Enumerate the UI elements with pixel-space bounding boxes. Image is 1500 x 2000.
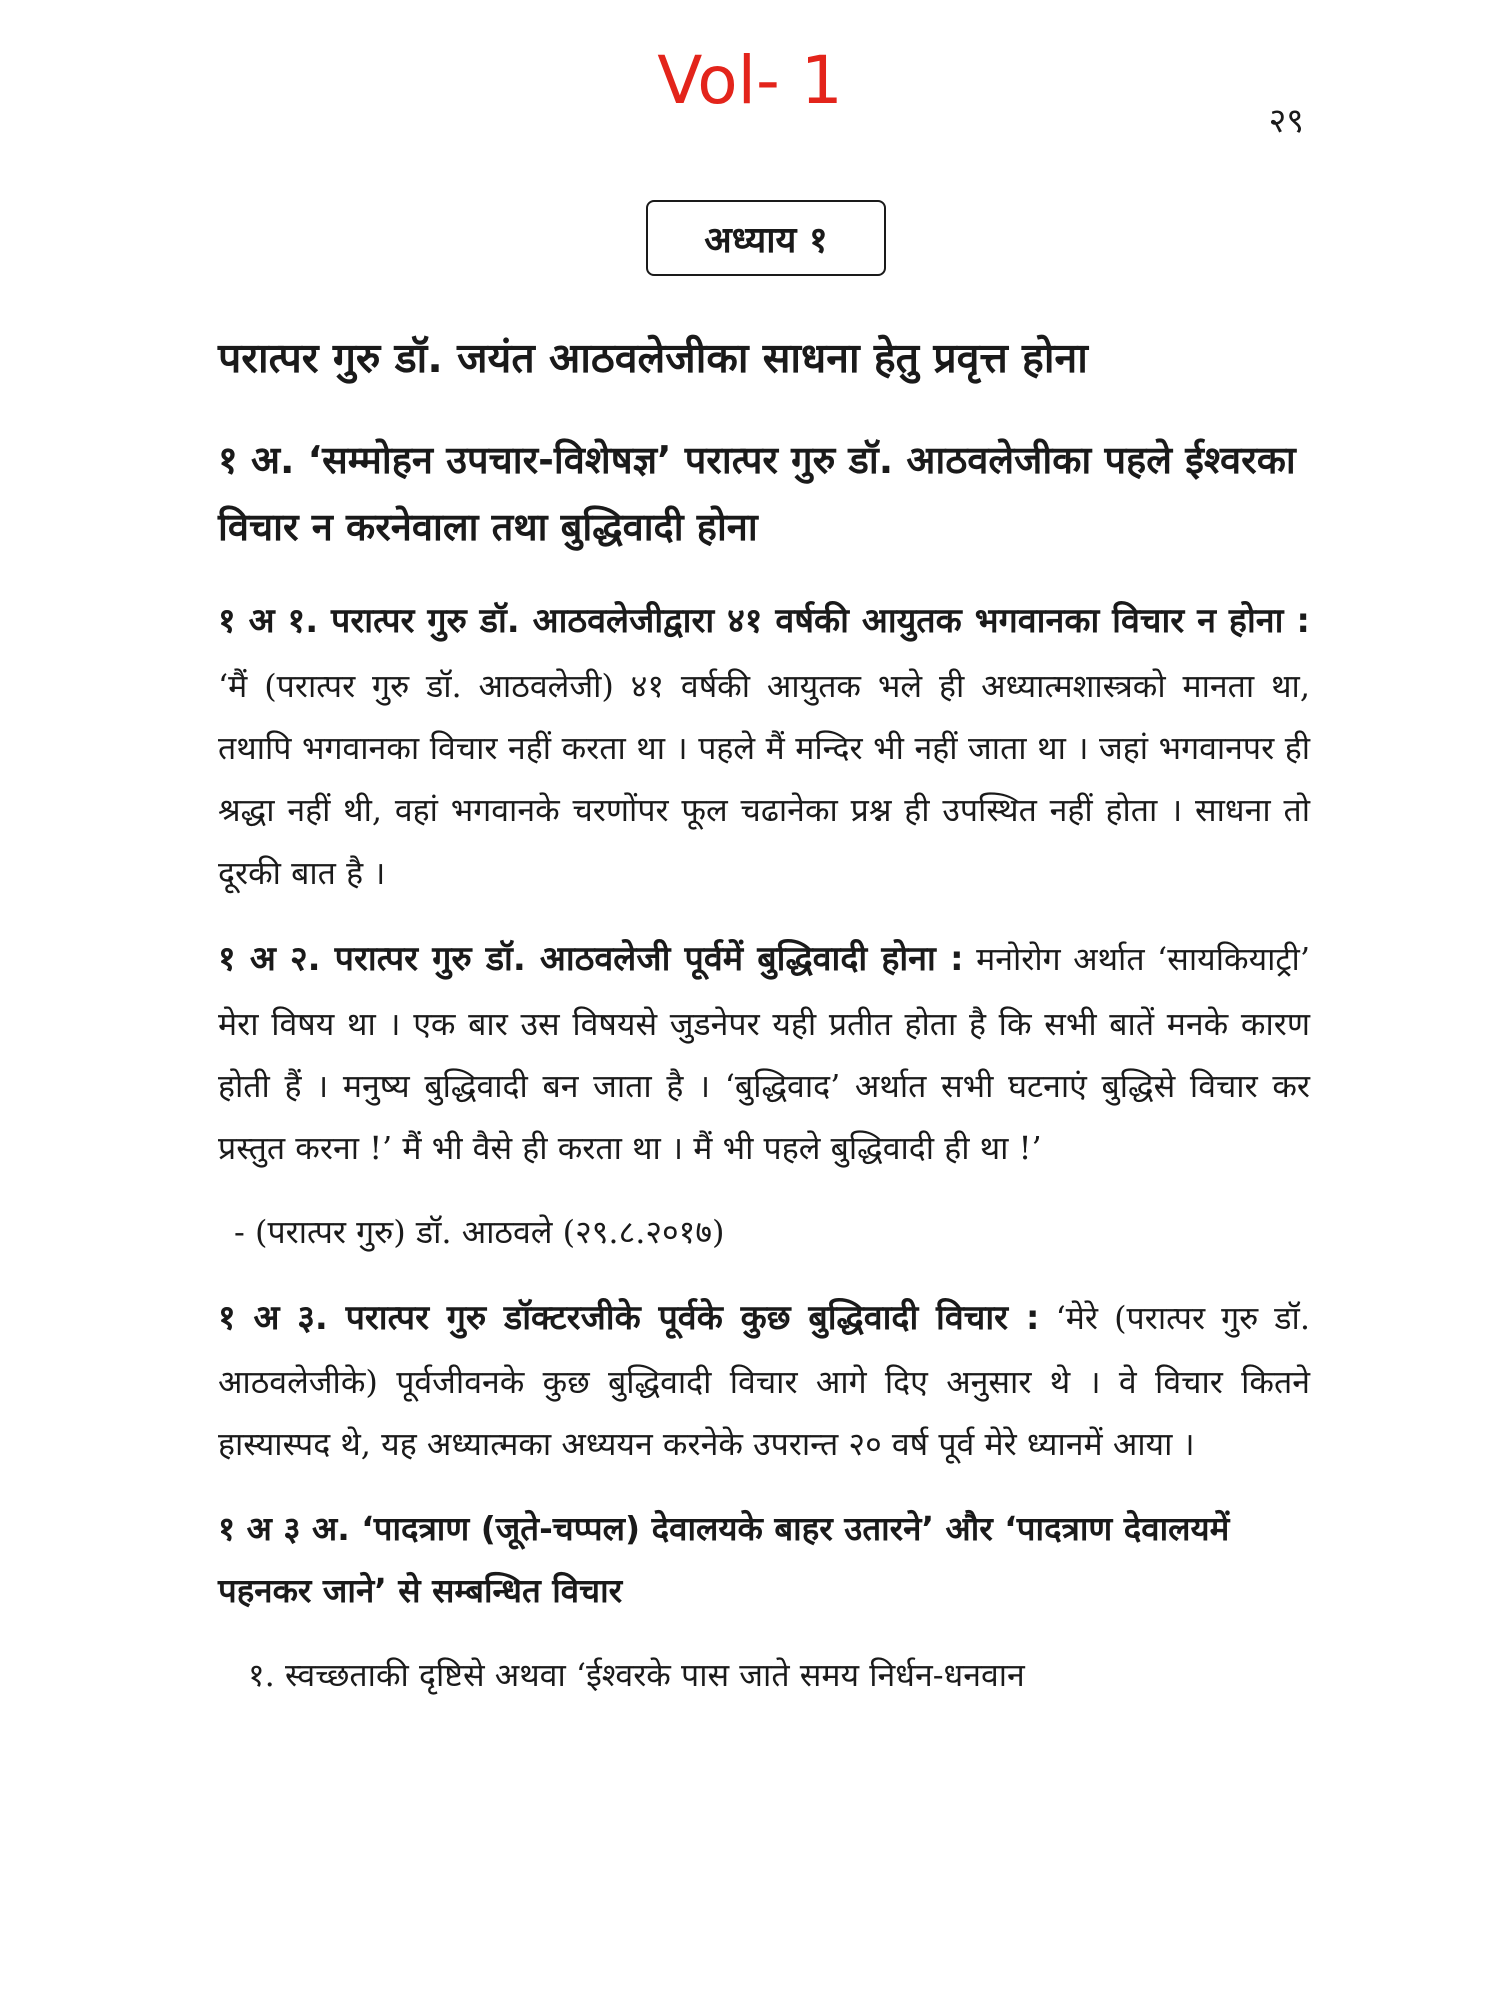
paragraph-1a2 [218, 926, 1310, 1179]
volume-label: Vol- 1 [657, 42, 843, 119]
page-number: २९ [1268, 101, 1304, 141]
chapter-label: अध्याय १ [704, 219, 828, 261]
paragraph-1a2-lead: १ अ २. परात्पर गुरु डॉ. आठवलेजी पूर्वमें बुद्धिवादी होना : [218, 939, 964, 980]
chapter-label-box [646, 200, 886, 276]
subsection-heading-1a3a: १ अ ३ अ. ‘पादत्राण (जूते-चप्पल) देवालयके बाहर उतारने’ और ‘पादत्राण देवालयमें पहनकर जाने’ से सम्बन्धित विचार [218, 1508, 1230, 1611]
paragraph-1a1 [218, 588, 1310, 904]
attribution: - (परात्पर गुरु) डॉ. आठवले (२९.८.२०१७) [234, 1212, 725, 1251]
paragraph-1a1-lead: १ अ १. परात्पर गुरु डॉ. आठवलेजीद्वारा ४१ वर्षकी आयुतक भगवानका विचार न होना : [218, 601, 1310, 642]
list-item-1: १. स्वच्छताकी दृष्टिसे अथवा ‘ईश्वरके पास जाते समय निर्धन-धनवान [248, 1655, 1025, 1694]
paragraph-1a1-body: ‘मैं (परात्पर गुरु डॉ. आठवलेजी) ४१ वर्षकी आयुतक भले ही अध्यात्मशास्त्रको मानता था, तथापि भगवानका विचार नहीं करता था । पहले मैं मन्दिर भी नहीं जाता था । जहां भगवानपर ही श्रद्धा नहीं थी, वहां भगवानके चरणोंपर फूल चढानेका प्रश्न ही उपस्थित नहीं होता । साधना तो दूरकी बात है । [218, 666, 1310, 892]
paragraph-1a2-body: मनोरोग अर्थात ‘सायकियाट्री’ मेरा विषय था । एक बार उस विषयसे जुडनेपर यही प्रतीत होता है कि सभी बातें मनके कारण होती हैं । मनुष्य बुद्धिवादी बन जाता है । ‘बुद्धिवाद’ अर्थात सभी घटनाएं बुद्धिसे विचार कर प्रस्तुत करना !’ मैं भी वैसे ही करता था । मैं भी पहले बुद्धिवादी ही था !’ [218, 940, 1311, 1168]
page-content [218, 330, 1310, 1706]
chapter-title: परात्पर गुरु डॉ. जयंत आठवलेजीका साधना हेतु प्रवृत्त होना [218, 334, 1088, 382]
section-heading-1a: १ अ. ‘सम्मोहन उपचार-विशेषज्ञ’ परात्पर गुरु डॉ. आठवलेजीका पहले ईश्वरका विचार न करनेवाला तथा बुद्धिवादी होना [218, 438, 1296, 549]
paragraph-1a3 [218, 1285, 1310, 1476]
paragraph-1a3-lead: १ अ ३. परात्पर गुरु डॉक्टरजीके पूर्वके कुछ बुद्धिवादी विचार : [218, 1297, 1040, 1338]
paragraph-1a3-body: ‘मेरे (परात्पर गुरु डॉ. आठवलेजीके) पूर्वजीवनके कुछ बुद्धिवादी विचार आगे दिए अनुसार थे । वे विचार कितने हास्यास्पद थे, यह अध्यात्मका अध्ययन करनेके उपरान्त २० वर्ष पूर्व मेरे ध्यानमें आया । [218, 1298, 1311, 1464]
